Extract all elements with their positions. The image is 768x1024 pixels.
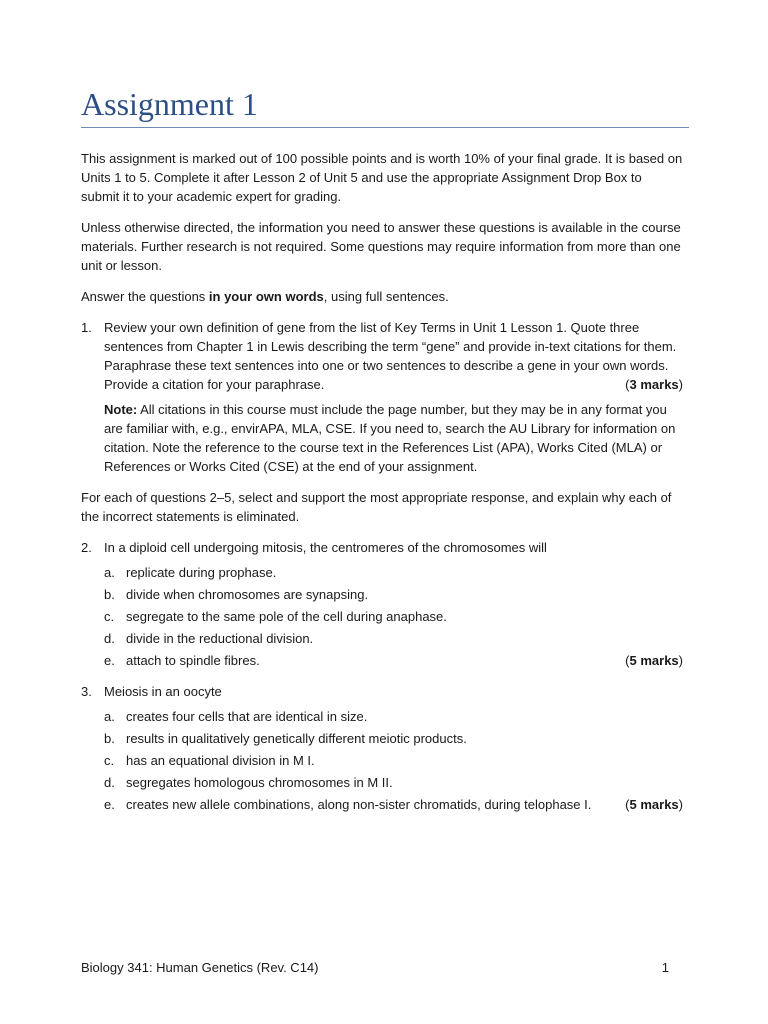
- marks-label: (5 marks): [625, 653, 683, 668]
- citation-note: [81, 400, 683, 476]
- question-text: [104, 318, 683, 394]
- intro-paragraph-1: This assignment is marked out of 100 possible points and is worth 10% of your final grade. It is based on Units 1 to 5. Complete it after Lesson 2 of Unit 5 and use the appropriate Assignment Drop Box to submit it to your academic expert for grading.: [81, 151, 683, 204]
- question-3-text: Meiosis in an oocyte: [104, 684, 222, 699]
- title-divider: [81, 127, 689, 128]
- course-title: Biology 341: Human Genetics (Rev. C14): [81, 960, 319, 975]
- question-1: [81, 318, 683, 394]
- page-title: Assignment 1: [81, 86, 258, 122]
- question-number: 3.: [81, 684, 92, 699]
- question-3-options: [81, 707, 683, 814]
- list-item: e. attach to spindle fibres. (5 marks): [104, 653, 683, 668]
- question-number: 1.: [81, 320, 92, 335]
- instruction-emphasis: in your own words: [208, 289, 324, 304]
- document-page: [81, 0, 689, 1024]
- question-number: 2.: [81, 540, 92, 555]
- list-item: b. results in qualitatively genetically different meiotic products.: [104, 731, 467, 746]
- list-item: d. divide in the reductional division.: [104, 631, 314, 646]
- list-item: c. segregate to the same pole of the cell during anaphase.: [104, 609, 447, 624]
- question-2-text: In a diploid cell undergoing mitosis, the centromeres of the chromosomes will: [104, 540, 547, 555]
- list-item: e. creates new allele combinations, along non-sister chromatids, during telophase I. (5 marks): [104, 797, 683, 812]
- instruction-text-before: Answer the questions: [81, 289, 209, 304]
- page-number: 1: [661, 960, 669, 975]
- question-2-options: [81, 563, 683, 670]
- list-item: b. divide when chromosomes are synapsing.: [104, 587, 369, 602]
- marks-label: (3 marks): [625, 377, 683, 392]
- document-body: [81, 149, 683, 826]
- instruction-paragraph: [81, 287, 683, 306]
- question-1-text: Review your own definition of gene from the list of Key Terms in Unit 1 Lesson 1. Quote three sentences from Chapter 1 in Lewis describing the term “gene” and provide in-text citations for them. Paraphrase these text sentences into one or two sentences to describe a gene in your own words. Provide a citation for your paraphrase.: [104, 320, 677, 392]
- list-item: c. has an equational division in M I.: [104, 753, 315, 768]
- page-footer: [81, 958, 669, 977]
- question-2: [81, 538, 683, 557]
- question-3: [81, 682, 683, 701]
- transition-paragraph: For each of questions 2–5, select and support the most appropriate response, and explain why each of the incorrect statements is eliminated.: [81, 490, 672, 524]
- note-text: All citations in this course must include the page number, but they may be in any format you are familiar with, e.g., envirAPA, MLA, CSE. If you need to, search the AU Library for information on citation. Note the reference to the course text in the References List (APA), Works Cited (MLA) or References or Works Cited (CSE) at the end of your assignment.: [104, 402, 676, 474]
- marks-label: (5 marks): [625, 797, 683, 812]
- intro-paragraph-2: Unless otherwise directed, the information you need to answer these questions is available in the course materials. Further research is not required. Some questions may require information from more than one unit or lesson.: [81, 220, 681, 273]
- list-item: a. creates four cells that are identical in size.: [104, 709, 368, 724]
- instruction-text-after: , using full sentences.: [323, 289, 449, 304]
- note-label: Note:: [104, 402, 138, 417]
- list-item: a. replicate during prophase.: [104, 565, 277, 580]
- list-item: d. segregates homologous chromosomes in M II.: [104, 775, 393, 790]
